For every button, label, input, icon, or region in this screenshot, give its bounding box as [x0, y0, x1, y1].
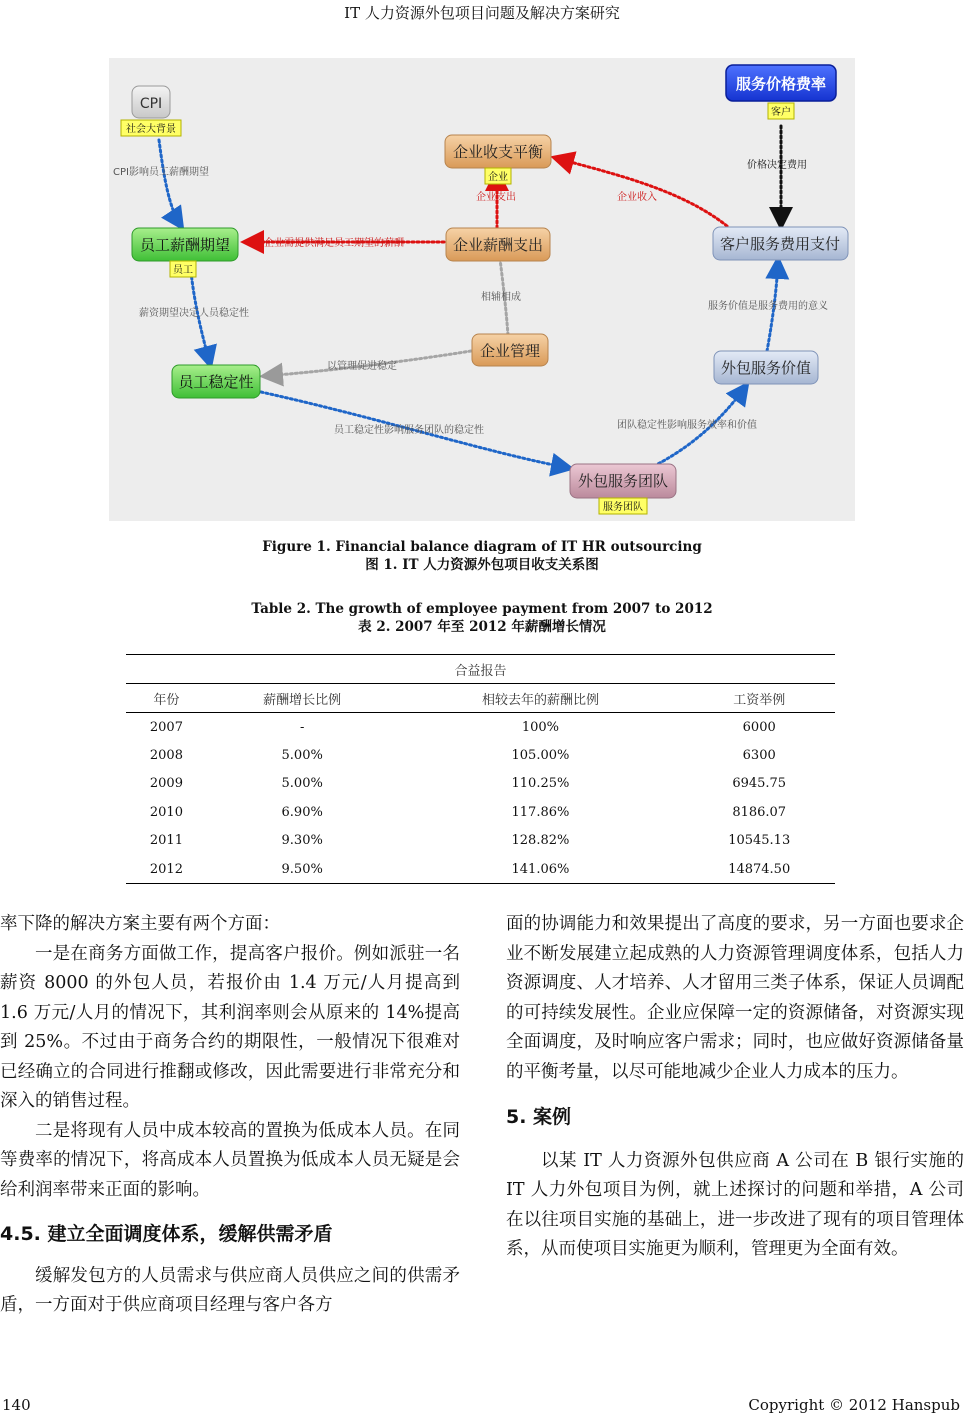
table-caption-zh: 表 2. 2007 年至 2012 年薪酬增长情况 — [358, 619, 606, 635]
paragraph: 以某 IT 人力资源外包供应商 A 公司在 B 银行实施的 IT 人力外包项目为例，就上述探讨的问题和举措，A 公司在以往项目实施的基础上，进一步改进了现有的项目管理体系，从而使项目实施更为顺利，管理更为全面有效。 — [506, 1150, 964, 1259]
svg-text:员工: 员工 — [173, 265, 193, 276]
table-cell: 9.50% — [207, 855, 398, 884]
svg-text:员工稳定性: 员工稳定性 — [178, 373, 254, 391]
svg-text:CPI: CPI — [139, 96, 163, 112]
svg-text:社会大背景: 社会大背景 — [126, 124, 176, 135]
node-service-rate — [726, 65, 836, 101]
svg-text:客户服务费用支付: 客户服务费用支付 — [719, 235, 841, 253]
svg-text:服务团队: 服务团队 — [603, 502, 643, 513]
node-service-payment — [713, 227, 848, 260]
table-cell: 105.00% — [511, 748, 570, 764]
figure-caption-en: Figure 1. Financial balance diagram of IT HR outsourcing — [262, 539, 702, 555]
tag-customer — [768, 103, 794, 119]
svg-text:服务价格费率: 服务价格费率 — [735, 75, 827, 93]
table-cell: 5.00% — [281, 748, 323, 764]
table-cell: 2008 — [149, 748, 183, 764]
table-group-header: 合益报告 — [126, 655, 835, 684]
table-caption-en: Table 2. The growth of employee payment from 2007 to 2012 — [251, 601, 713, 617]
svg-text:企业收支平衡: 企业收支平衡 — [452, 143, 544, 161]
node-outsourcing-team — [570, 464, 676, 498]
body-right-column — [506, 910, 964, 1265]
table-cell: 141.06% — [397, 855, 683, 884]
figure-diagram — [109, 58, 855, 521]
table-cell: - — [299, 719, 305, 735]
table-cell: 5.00% — [281, 776, 323, 792]
label-salary-expect: 企业需提供满足员工期望的薪酬 — [264, 238, 404, 249]
table-cell: 6.90% — [281, 804, 323, 820]
label-value-payment: 服务价值是服务费用的意义 — [708, 301, 828, 312]
table-cell: 110.25% — [511, 776, 570, 792]
section-heading-4-5: 4.5. 建立全面调度体系，缓解供需矛盾 — [0, 1223, 333, 1245]
figure-caption-zh: 图 1. IT 人力资源外包项目收支关系图 — [365, 557, 599, 573]
column-header: 年份 — [126, 684, 207, 713]
paragraph: 率下降的解决方案主要有两个方面： — [0, 914, 280, 934]
table-header-row — [126, 684, 835, 713]
label-manage-salary: 相辅相成 — [481, 292, 521, 303]
table-cell: 6945.75 — [732, 776, 787, 792]
label-cpi-expect: CPI影响员工薪酬期望 — [113, 167, 209, 178]
node-outsourcing-value — [714, 351, 818, 384]
label-manage-stability: 以管理促进稳定 — [327, 361, 397, 372]
body-left-column — [0, 910, 460, 1321]
table-cell: 10545.13 — [728, 833, 791, 849]
table-cell: 2011 — [149, 833, 183, 849]
node-balance — [445, 135, 551, 168]
svg-text:企业薪酬支出: 企业薪酬支出 — [452, 236, 544, 254]
table-cell: 2012 — [126, 855, 207, 884]
table-cell: 2009 — [149, 776, 183, 792]
page-number: 140 — [2, 1396, 31, 1414]
table-cell: 100% — [521, 719, 560, 735]
section-heading-5: 5. 案例 — [506, 1106, 572, 1128]
table-cell: 6000 — [742, 719, 776, 735]
node-salary-expense — [446, 228, 550, 261]
svg-text:外包服务团队: 外包服务团队 — [577, 472, 669, 490]
svg-text:企业: 企业 — [488, 172, 508, 183]
running-head: IT 人力资源外包项目问题及解决方案研究 — [344, 4, 620, 22]
table-caption — [0, 600, 964, 636]
copyright: Copyright © 2012 Hanspub — [748, 1396, 960, 1414]
label-salary-balance: 企业支出 — [476, 192, 516, 203]
svg-text:外包服务价值: 外包服务价值 — [720, 359, 812, 377]
label-team-value: 团队稳定性影响服务效率和价值 — [617, 420, 757, 431]
table-cell: 9.30% — [281, 833, 323, 849]
tag-enterprise — [485, 168, 511, 184]
column-header: 相较去年的薪酬比例 — [397, 684, 683, 713]
tag-service-team — [599, 498, 647, 514]
label-stability-team: 员工稳定性影响服务团队的稳定性 — [334, 425, 484, 436]
paragraph: 面的协调能力和效果提出了高度的要求，另一方面也要求企业不断发展建立起成熟的人力资源管理调度体系，包括人力资源调度、人才培养、人才留用三类子体系，保证人员调配的可持续发展性。企业应保障一定的资源储备，对资源实现全面调度，及时响应客户需求；同时，也应做好资源储备量的平衡考量，以尽可能地减少企业人力成本的压力。 — [506, 914, 964, 1082]
table-row — [126, 798, 835, 826]
table-group-header-row — [126, 655, 835, 684]
table-cell: 117.86% — [511, 804, 570, 820]
svg-text:员工薪酬期望: 员工薪酬期望 — [139, 236, 231, 254]
figure-background — [109, 58, 855, 521]
tag-employee — [170, 261, 196, 277]
label-rate-payment: 价格决定费用 — [747, 160, 807, 171]
label-expect-stability: 薪资期望决定人员稳定性 — [139, 308, 249, 319]
paragraph: 缓解发包方的人员需求与供应商人员供应之间的供需矛盾，一方面对于供应商项目经理与客户各方 — [0, 1265, 460, 1315]
table-cell: 128.82% — [511, 833, 570, 849]
node-stability — [172, 365, 260, 398]
table-cell: 6300 — [742, 748, 776, 764]
table-row — [126, 713, 835, 742]
table-row — [126, 827, 835, 855]
figure-caption — [0, 538, 964, 574]
table-row — [126, 741, 835, 769]
node-salary-expectation — [132, 228, 238, 261]
column-header: 薪酬增长比例 — [207, 684, 398, 713]
table-cell: 2010 — [149, 804, 183, 820]
node-management — [472, 334, 548, 366]
paragraph: 一是在商务方面做工作，提高客户报价。例如派驻一名薪资 8000 的外包人员，若报价由 1.4 万元/人月提高到 1.6 万元/人月的情况下，其利润率则会从原来的 14%提高到 25%。不过由于商务合约的期限性，一般情况下很难对已经确立的合同进行推翻或修改，因此需要进行非常充分和深入的销售过程。 — [0, 943, 460, 1111]
table-cell: 2007 — [149, 719, 183, 735]
paragraph: 二是将现有人员中成本较高的置换为低成本人员。在同等费率的情况下，将高成本人员置换为低成本人员无疑是会给利润率带来正面的影响。 — [0, 1120, 460, 1200]
table-cell: 8186.07 — [732, 804, 787, 820]
table-row — [126, 770, 835, 798]
svg-text:企业管理: 企业管理 — [479, 342, 541, 360]
label-payment-balance: 企业收入 — [617, 192, 657, 203]
node-cpi — [132, 86, 170, 118]
tag-social-background — [121, 120, 181, 136]
column-header: 工资举例 — [683, 684, 835, 713]
table-row — [126, 855, 835, 884]
salary-growth-table — [126, 654, 835, 884]
table-cell: 14874.50 — [683, 855, 835, 884]
svg-text:客户: 客户 — [771, 107, 791, 118]
